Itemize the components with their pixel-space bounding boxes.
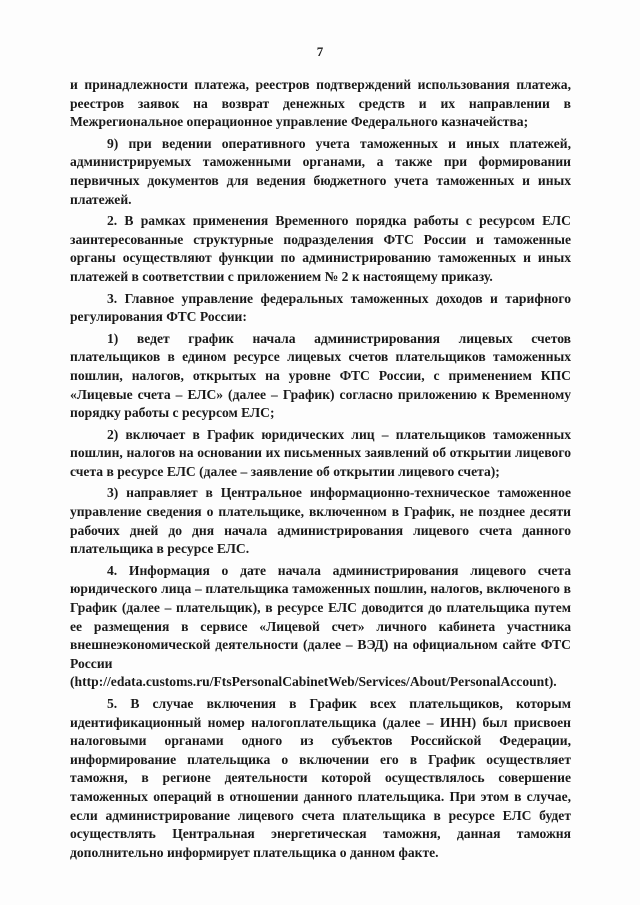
paragraph-section-3-item-1: 1) ведет график начала администрирования лицевых счетов плательщиков в едином ресурсе лицевых счетов плательщиков таможенных пошлин, налогов, открытых на уровне ФТС России, с применением КПС «Лицевые счета – ЕЛС» (далее – График) согласно приложению к Временному порядку работы с ресурсом ЕЛС; (70, 330, 571, 421)
document-body (70, 76, 571, 865)
paragraph-item-9: 9) при ведении оперативного учета таможенных и иных платежей, администрируемых таможенными органами, а также при формировании первичных документов для ведения бюджетного учета таможенных и иных платежей. (70, 135, 571, 207)
paragraph-section-4: 4. Информация о дате начала администрирования лицевого счета юридического лица – плательщика таможенных пошлин, налогов, включеного в График (далее – плательщик), в ресурсе ЕЛС доводится до плательщика путем ее размещения в сервисе «Лицевой счет» личного кабинета участника внешнеэкономической деятельности (далее – ВЭД) на официальном сайте ФТС России (http://edata.customs.ru/FtsPersonalCabinetWeb/Services/About/PersonalAccount). (70, 562, 571, 690)
page-number: 7 (316, 44, 324, 59)
paragraph-continuation: и принадлежности платежа, реестров подтверждений использования платежа, реестров заявок на возврат денежных средств и их направлении в Межрегиональное операционное управление Федерального казначейства; (70, 77, 571, 130)
paragraph-section-3-item-2: 2) включает в График юридических лиц – плательщиков таможенных пошлин, налогов на основании их письменных заявлений об открытии лицевого счета в ресурсе ЕЛС (далее – заявление об открытии лицевого счета); (70, 426, 571, 479)
paragraph-section-3-item-3: 3) направляет в Центральное информационно-техническое таможенное управление сведения о плательщике, включенном в График, не позднее десяти рабочих дней до дня начала администрирования лицевого счета данного плательщика в ресурсе ЕЛС. (70, 485, 571, 557)
paragraph-section-3: 3. Главное управление федеральных таможенных доходов и тарифного регулирования ФТС России: (70, 290, 571, 325)
paragraph-section-2: 2. В рамках применения Временного порядка работы с ресурсом ЕЛС заинтересованные структурные подразделения ФТС России и таможенные органы осуществляют функции по администрированию таможенных и иных платежей в соответствии с приложением № 2 к настоящему приказу. (70, 213, 571, 284)
paragraph-section-5: 5. В случае включения в График всех плательщиков, которым идентификационный номер налогоплательщика (далее – ИНН) был присвоен налоговыми органами одного из субъектов Российской Федерации, информирование плательщика о включении его в График осуществляет таможня, в регионе деятельности которой осуществлялось совершение таможенных операций в отношении данного плательщика. При этом в случае, если администрирование лицевого счета плательщика в ресурсе ЕЛС будет осуществлять Центральная энергетическая таможня, данная таможня дополнительно информирует плательщика о данном факте. (70, 696, 571, 860)
